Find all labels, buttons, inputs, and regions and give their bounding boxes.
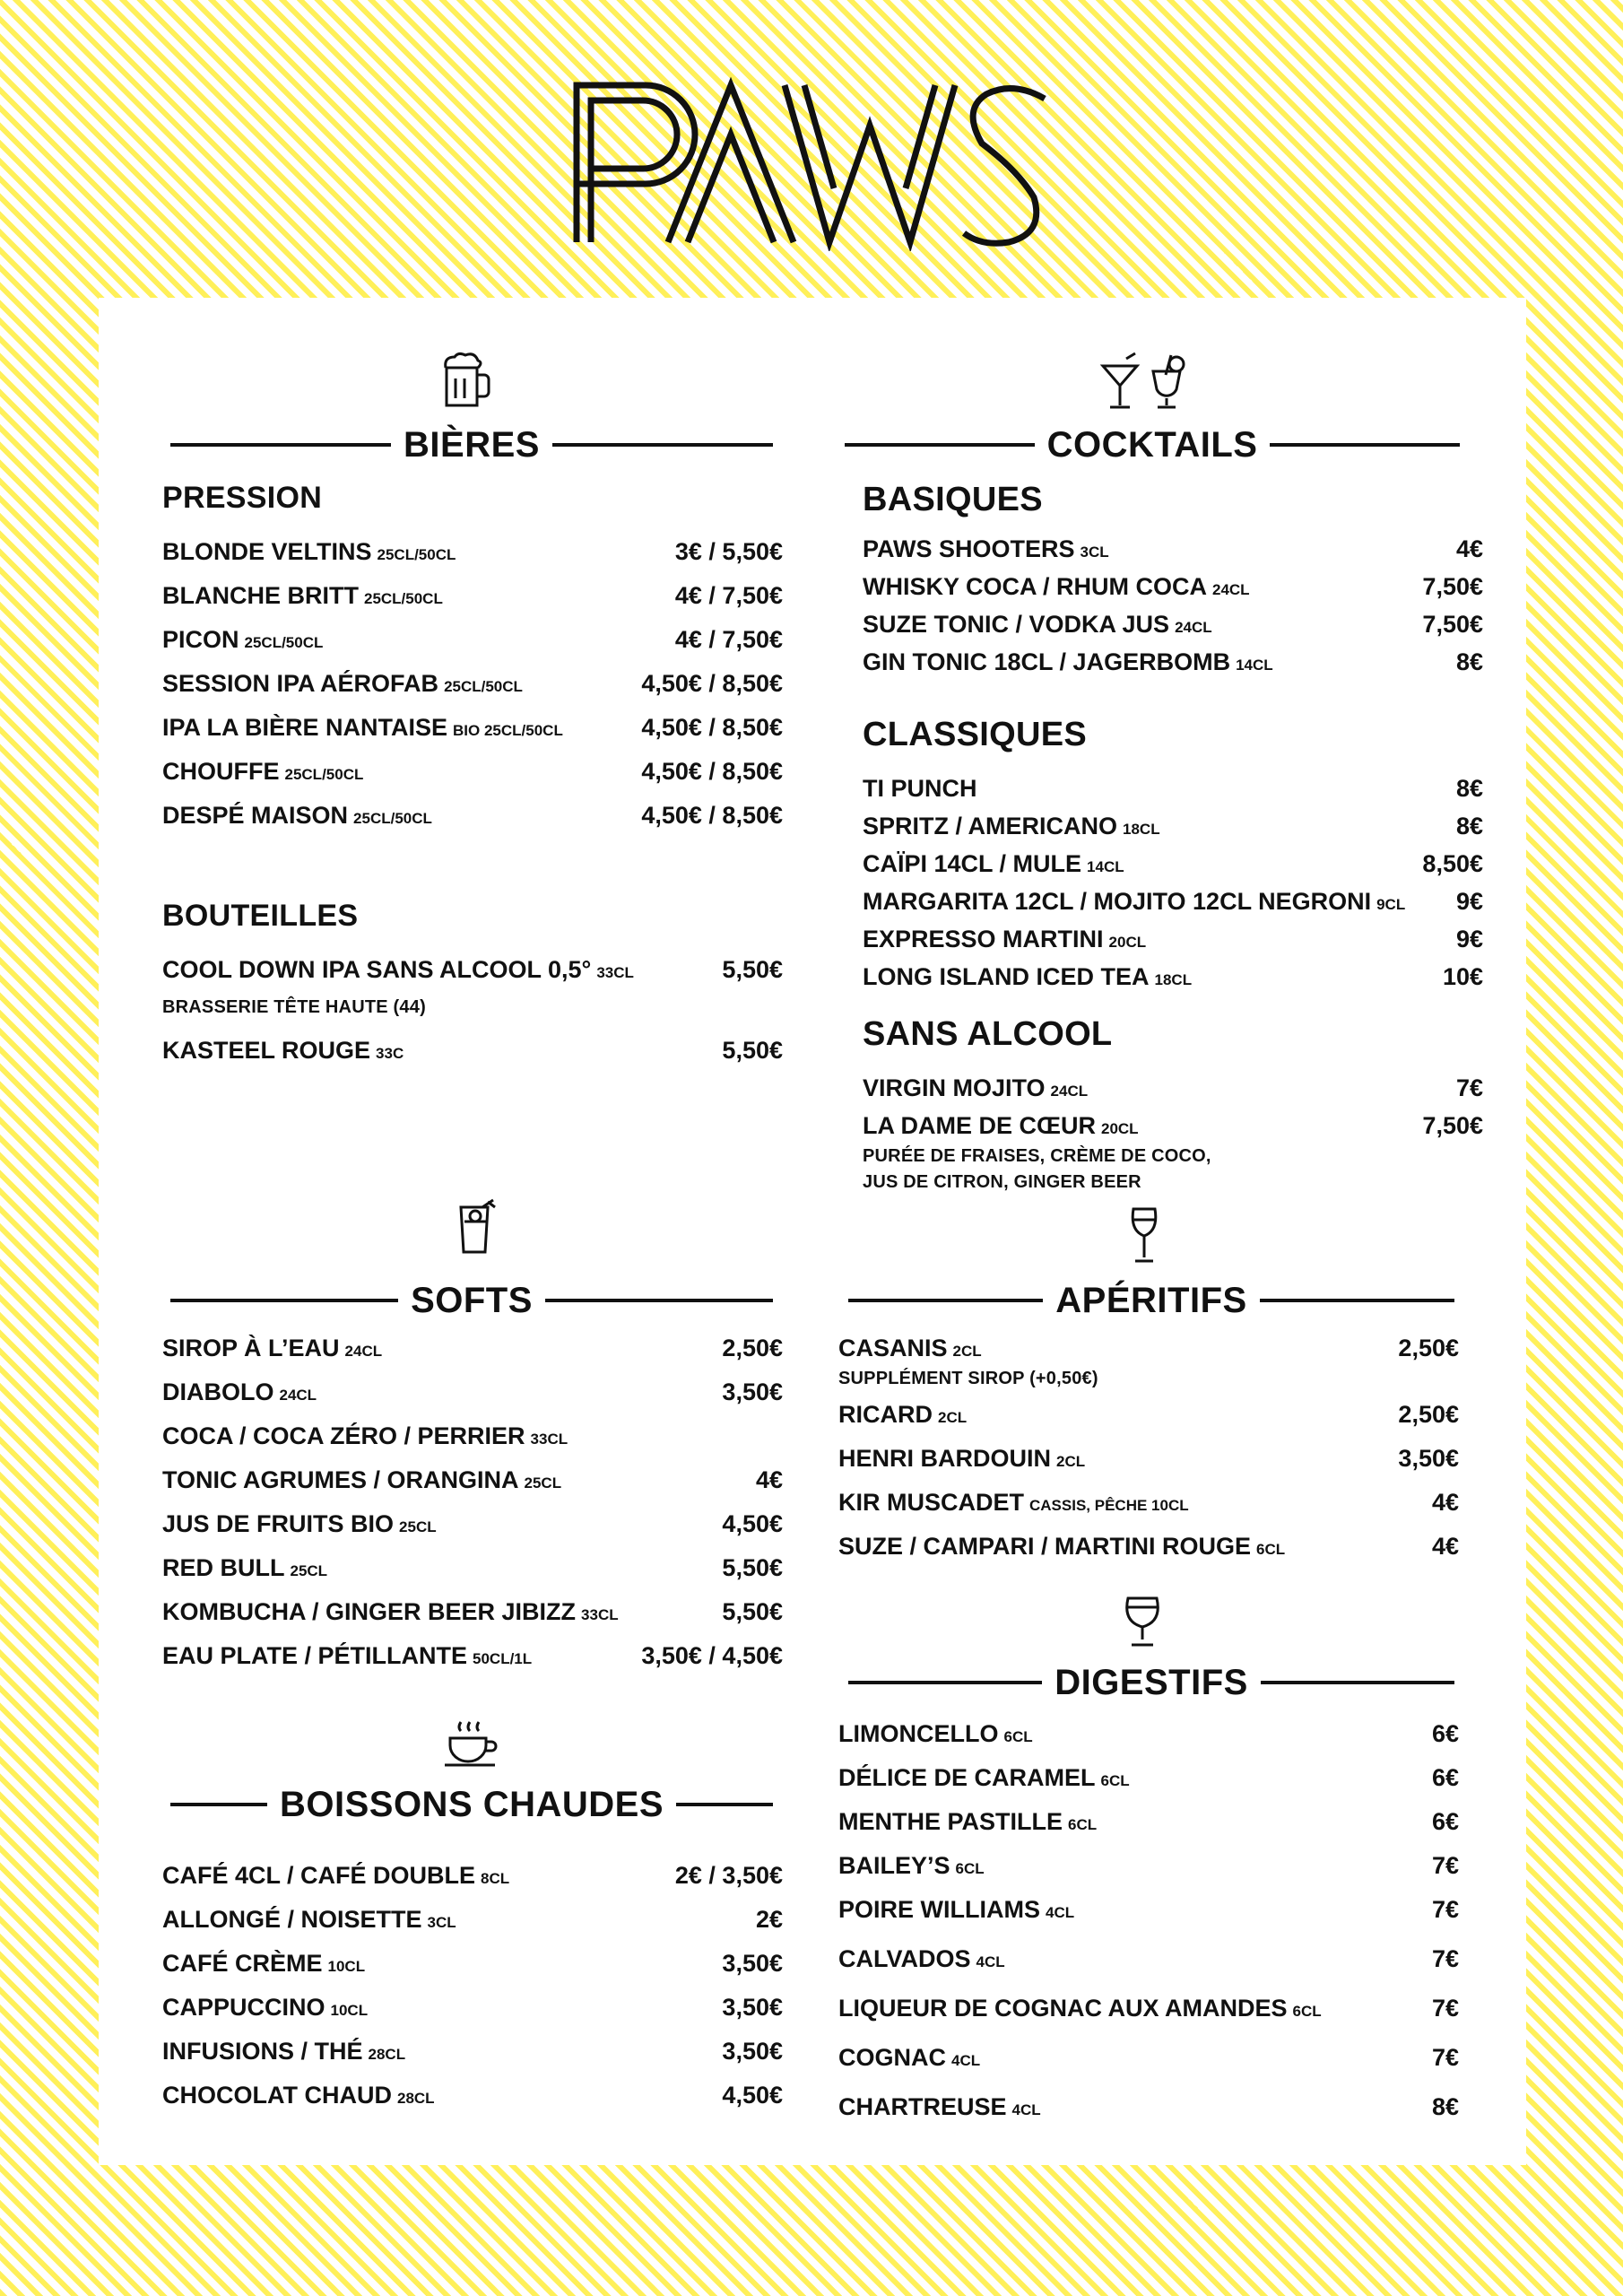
- section-title-digestifs: DIGESTIFS: [1055, 1662, 1248, 1702]
- item-name: DÉLICE DE CARAMEL: [838, 1764, 1096, 1791]
- item-price: 7€: [1431, 1896, 1459, 1923]
- item-name: TONIC AGRUMES / ORANGINA: [162, 1466, 519, 1493]
- section-header-cocktails: [845, 418, 1460, 472]
- item-name: CALVADOS: [838, 1945, 971, 1972]
- item-size: 28CL: [368, 2046, 406, 2063]
- item-name: POIRE WILLIAMS: [838, 1896, 1040, 1923]
- menu-item: [838, 1852, 1459, 1880]
- menu-item: [162, 2082, 783, 2109]
- item-size: 25CL/50CL: [377, 546, 456, 563]
- item-price: 3,50€: [722, 2038, 783, 2065]
- item-size: 8CL: [481, 1870, 510, 1887]
- item-size: 50CL/1L: [473, 1650, 533, 1667]
- item-name: SIROP À L’EAU: [162, 1335, 340, 1361]
- item-size: 25CL/50CL: [363, 590, 443, 607]
- item-price: 5,50€: [722, 956, 783, 983]
- menu-item: [863, 1074, 1483, 1102]
- item-size: 2CL: [938, 1409, 968, 1426]
- item-price: 4,50€ / 8,50€: [641, 758, 783, 785]
- item-size: 24CL: [1212, 581, 1250, 598]
- menu-item: [162, 1950, 783, 1978]
- item-price: 4,50€: [722, 2082, 783, 2109]
- divider-line: [848, 1299, 1043, 1302]
- menu-item: [863, 535, 1483, 563]
- item-size: 25CL/50CL: [284, 766, 364, 783]
- item-name: HENRI BARDOUIN: [838, 1445, 1052, 1472]
- menu-item: [838, 2093, 1459, 2121]
- menu-item: [162, 1378, 783, 1406]
- paws-logo-mark: [560, 72, 1063, 251]
- divider-line: [170, 1803, 267, 1806]
- menu-item: [863, 775, 1483, 803]
- item-price: 10€: [1442, 963, 1483, 990]
- item-size: 6CL: [1100, 1772, 1130, 1789]
- menu-item: [838, 1335, 1459, 1362]
- item-size: 3CL: [1080, 544, 1109, 561]
- divider-line: [545, 1299, 773, 1302]
- item-price: 4,50€ / 8,50€: [641, 670, 783, 697]
- item-name: SESSION IPA AÉROFAB: [162, 670, 439, 697]
- menu-item: [162, 1642, 783, 1670]
- item-name: LIMONCELLO: [838, 1720, 999, 1747]
- item-price: 8€: [1455, 813, 1483, 839]
- item-price: 6€: [1431, 1764, 1459, 1791]
- item-price: 8€: [1455, 775, 1483, 802]
- item-name: WHISKY COCA / RHUM COCA: [863, 573, 1207, 600]
- item-size: 14CL: [1236, 657, 1273, 674]
- item-size: 25CL: [524, 1474, 562, 1492]
- menu-item: [162, 1422, 783, 1450]
- item-price: 6€: [1431, 1720, 1459, 1747]
- item-name: KASTEEL ROUGE: [162, 1037, 371, 1064]
- item-size: 3CL: [427, 1914, 456, 1931]
- menu-item: [838, 1808, 1459, 1836]
- coffee-cup-icon: [443, 1718, 500, 1769]
- item-name: CASANIS: [838, 1335, 948, 1361]
- item-price: 8€: [1455, 648, 1483, 675]
- item-name: SUZE / CAMPARI / MARTINI ROUGE: [838, 1533, 1252, 1560]
- section-header-softs: [170, 1274, 773, 1327]
- menu-item: [162, 538, 783, 566]
- menu-item: [162, 758, 783, 786]
- section-title-aperitifs: APÉRITIFS: [1055, 1280, 1247, 1320]
- menu-item: [162, 1466, 783, 1494]
- item-note: BRASSERIE TÊTE HAUTE (44): [162, 997, 426, 1017]
- item-size: 14CL: [1087, 858, 1124, 875]
- item-size: 18CL: [1154, 971, 1193, 988]
- item-name: DIABOLO: [162, 1378, 274, 1405]
- divider-line: [1261, 1681, 1454, 1684]
- item-name: LIQUEUR DE COGNAC AUX AMANDES: [838, 1995, 1288, 2022]
- item-name: CHOUFFE: [162, 758, 280, 785]
- item-size: 25CL/50CL: [244, 634, 324, 651]
- menu-item: [162, 582, 783, 610]
- item-size: 2CL: [952, 1343, 982, 1360]
- item-size: CASSIS, PÊCHE 10CL: [1029, 1497, 1189, 1514]
- menu-item: [838, 1764, 1459, 1792]
- item-name: MENTHE PASTILLE: [838, 1808, 1063, 1835]
- divider-line: [552, 443, 773, 447]
- item-price: 4€ / 7,50€: [674, 582, 783, 609]
- item-size: 20CL: [1108, 934, 1147, 951]
- item-note: PURÉE DE FRAISES, CRÈME DE COCO,: [863, 1146, 1211, 1166]
- item-size: 28CL: [396, 2090, 435, 2107]
- section-title-softs: SOFTS: [411, 1280, 533, 1320]
- divider-line: [845, 443, 1035, 447]
- item-name: VIRGIN MOJITO: [863, 1074, 1046, 1101]
- menu-item: [863, 963, 1483, 991]
- item-name: CHARTREUSE: [838, 2093, 1007, 2120]
- menu-item: [838, 1720, 1459, 1748]
- menu-item: [162, 2038, 783, 2066]
- item-price: 7€: [1431, 1852, 1459, 1879]
- item-price: 5,50€: [722, 1598, 783, 1625]
- beer-mug-icon: [441, 352, 491, 411]
- item-size: 4CL: [976, 1953, 1005, 1970]
- item-price: 7,50€: [1422, 1112, 1483, 1139]
- menu-item: [838, 1533, 1459, 1561]
- item-name: TI PUNCH: [863, 775, 977, 802]
- divider-line: [1270, 443, 1460, 447]
- menu-item: [162, 626, 783, 654]
- item-size: 2CL: [1056, 1453, 1086, 1470]
- item-name: INFUSIONS / THÉ: [162, 2038, 363, 2065]
- item-price: 4€: [1431, 1489, 1459, 1516]
- menu-item: [838, 2044, 1459, 2072]
- item-name: DESPÉ MAISON: [162, 802, 349, 829]
- item-size: 6CL: [1256, 1541, 1286, 1558]
- item-size: 4CL: [1046, 1904, 1075, 1921]
- item-size: 9CL: [1376, 896, 1406, 913]
- section-header-aperitifs: [848, 1274, 1454, 1327]
- item-size: 6CL: [1292, 2003, 1322, 2020]
- menu-item: [162, 1037, 783, 1065]
- item-name: PICON: [162, 626, 239, 653]
- item-price: 4,50€: [722, 1510, 783, 1537]
- item-name: BLANCHE BRITT: [162, 582, 359, 609]
- item-price: 4,50€ / 8,50€: [641, 802, 783, 829]
- item-size: 4CL: [1011, 2101, 1041, 2118]
- item-size: 33CL: [596, 964, 634, 981]
- item-name: EXPRESSO MARTINI: [863, 926, 1104, 952]
- item-price: 8,50€: [1422, 850, 1483, 877]
- item-name: SUZE TONIC / VODKA JUS: [863, 611, 1170, 638]
- item-name: MARGARITA 12CL / MOJITO 12CL NEGRONI: [863, 888, 1372, 915]
- item-price: 4€: [1431, 1533, 1459, 1560]
- item-price: 7€: [1455, 1074, 1483, 1101]
- item-name: PAWS SHOOTERS: [863, 535, 1075, 562]
- menu-item: [863, 648, 1483, 676]
- item-name: BAILEY’S: [838, 1852, 950, 1879]
- item-name: JUS DE FRUITS BIO: [162, 1510, 395, 1537]
- menu-panel: [99, 298, 1526, 2165]
- item-note: JUS DE CITRON, GINGER BEER: [863, 1172, 1141, 1192]
- item-name: LA DAME DE CŒUR: [863, 1112, 1096, 1139]
- menu-item: [863, 573, 1483, 601]
- item-name: COGNAC: [838, 2044, 946, 2071]
- item-size: 24CL: [279, 1387, 317, 1404]
- item-price: 2,50€: [722, 1335, 783, 1361]
- item-name: CAÏPI 14CL / MULE: [863, 850, 1082, 877]
- item-size: 24CL: [1175, 619, 1212, 636]
- item-price: 6€: [1431, 1808, 1459, 1835]
- item-price: 7€: [1431, 2044, 1459, 2071]
- item-size: 33CL: [581, 1606, 619, 1623]
- menu-item: [162, 1906, 783, 1934]
- item-name: COOL DOWN IPA SANS ALCOOL 0,5°: [162, 956, 592, 983]
- item-name: GIN TONIC 18CL / JAGERBOMB: [863, 648, 1231, 675]
- item-price: 2€ / 3,50€: [674, 1862, 783, 1889]
- item-size: 6CL: [1068, 1816, 1098, 1833]
- item-name: IPA LA BIÈRE NANTAISE: [162, 714, 448, 741]
- item-name: KIR MUSCADET: [838, 1489, 1024, 1516]
- item-price: 7,50€: [1422, 573, 1483, 600]
- paws-logo: [0, 72, 1623, 260]
- item-size: 33C: [376, 1045, 404, 1062]
- item-name: CAPPUCCINO: [162, 1994, 325, 2021]
- menu-item: [162, 1335, 783, 1362]
- item-name: BLONDE VELTINS: [162, 538, 372, 565]
- item-size: 10CL: [327, 1958, 366, 1975]
- menu-item: [162, 1994, 783, 2022]
- menu-item: [162, 956, 783, 984]
- item-price: 4€: [755, 1466, 783, 1493]
- divider-line: [848, 1681, 1042, 1684]
- subsection-title-pression: PRESSION: [162, 481, 323, 515]
- section-header-bieres: [170, 418, 773, 472]
- item-size: 18CL: [1123, 821, 1160, 838]
- section-title-boissons-chaudes: BOISSONS CHAUDES: [279, 1784, 664, 1824]
- divider-line: [170, 1299, 398, 1302]
- item-price: 3€ / 5,50€: [674, 538, 783, 565]
- subsection-title-classiques: CLASSIQUES: [863, 716, 1088, 753]
- item-size: 25CL: [399, 1518, 437, 1535]
- item-size: 4CL: [951, 2052, 981, 2069]
- item-price: 3,50€: [722, 1994, 783, 2021]
- menu-item: [162, 1598, 783, 1626]
- menu-item: [863, 926, 1483, 953]
- menu-item: [162, 1554, 783, 1582]
- item-name: RICARD: [838, 1401, 933, 1428]
- item-price: 4,50€ / 8,50€: [641, 714, 783, 741]
- item-price: 5,50€: [722, 1554, 783, 1581]
- menu-item: [863, 1112, 1483, 1140]
- menu-item: [162, 714, 783, 742]
- section-header-digestifs: [848, 1656, 1454, 1709]
- cocktail-glasses-icon: [1099, 352, 1189, 411]
- item-name: LONG ISLAND ICED TEA: [863, 963, 1150, 990]
- divider-line: [170, 443, 391, 447]
- wine-glass-icon: [1128, 1207, 1160, 1263]
- section-header-boissons-chaudes: [170, 1778, 773, 1831]
- menu-item: [838, 1489, 1459, 1517]
- menu-item: [863, 611, 1483, 639]
- item-price: 9€: [1455, 888, 1483, 915]
- item-price: 7€: [1431, 1995, 1459, 2022]
- subsection-title-basiques: BASIQUES: [863, 481, 1043, 518]
- divider-line: [676, 1803, 773, 1806]
- item-name: RED BULL: [162, 1554, 285, 1581]
- item-price: 3,50€: [1398, 1445, 1459, 1472]
- menu-item: [162, 670, 783, 698]
- item-note: SUPPLÉMENT SIROP (+0,50€): [838, 1369, 1098, 1388]
- item-price: 7€: [1431, 1945, 1459, 1972]
- item-price: 9€: [1455, 926, 1483, 952]
- item-size: 25CL/50CL: [444, 678, 523, 695]
- section-title-cocktails: COCKTAILS: [1046, 424, 1258, 465]
- item-size: 20CL: [1101, 1120, 1139, 1137]
- item-size: 24CL: [1050, 1083, 1089, 1100]
- item-price: 3,50€ / 4,50€: [641, 1642, 783, 1669]
- item-price: 7,50€: [1422, 611, 1483, 638]
- item-name: KOMBUCHA / GINGER BEER JIBIZZ: [162, 1598, 577, 1625]
- soft-drink-glass-icon: [456, 1198, 499, 1257]
- subsection-title-bouteilles: BOUTEILLES: [162, 899, 359, 933]
- item-size: 10CL: [330, 2002, 369, 2019]
- menu-item: [838, 1445, 1459, 1473]
- item-size: 6CL: [1003, 1728, 1033, 1745]
- item-name: CHOCOLAT CHAUD: [162, 2082, 392, 2109]
- section-title-bieres: BIÈRES: [404, 424, 540, 465]
- item-name: EAU PLATE / PÉTILLANTE: [162, 1642, 468, 1669]
- item-name: CAFÉ 4CL / CAFÉ DOUBLE: [162, 1862, 476, 1889]
- item-size: BIO 25CL/50CL: [453, 722, 563, 739]
- item-size: 33CL: [530, 1431, 568, 1448]
- item-price: 3,50€: [722, 1378, 783, 1405]
- item-price: 2,50€: [1398, 1335, 1459, 1361]
- tulip-glass-icon: [1121, 1595, 1164, 1648]
- menu-item: [162, 1862, 783, 1890]
- item-price: 4€: [1455, 535, 1483, 562]
- divider-line: [1260, 1299, 1454, 1302]
- menu-item: [838, 1896, 1459, 1924]
- item-price: 3,50€: [722, 1950, 783, 1977]
- item-price: 2€: [755, 1906, 783, 1933]
- item-price: 4€ / 7,50€: [674, 626, 783, 653]
- item-price: 2,50€: [1398, 1401, 1459, 1428]
- menu-item: [162, 802, 783, 830]
- menu-item: [838, 1995, 1459, 2022]
- subsection-title-sans-alcool: SANS ALCOOL: [863, 1015, 1113, 1053]
- menu-item: [863, 888, 1483, 916]
- menu-item: [863, 813, 1483, 840]
- menu-item: [838, 1401, 1459, 1429]
- menu-item: [162, 1510, 783, 1538]
- item-price: 8€: [1431, 2093, 1459, 2120]
- item-name: SPRITZ / AMERICANO: [863, 813, 1118, 839]
- menu-item: [863, 850, 1483, 878]
- item-size: 25CL/50CL: [353, 810, 432, 827]
- item-name: CAFÉ CRÈME: [162, 1950, 323, 1977]
- item-name: COCA / COCA ZÉRO / PERRIER: [162, 1422, 525, 1449]
- item-size: 24CL: [344, 1343, 383, 1360]
- item-name: ALLONGÉ / NOISETTE: [162, 1906, 422, 1933]
- item-price: 5,50€: [722, 1037, 783, 1064]
- item-size: 6CL: [955, 1860, 985, 1877]
- item-size: 25CL: [290, 1562, 328, 1579]
- menu-item: [838, 1945, 1459, 1973]
